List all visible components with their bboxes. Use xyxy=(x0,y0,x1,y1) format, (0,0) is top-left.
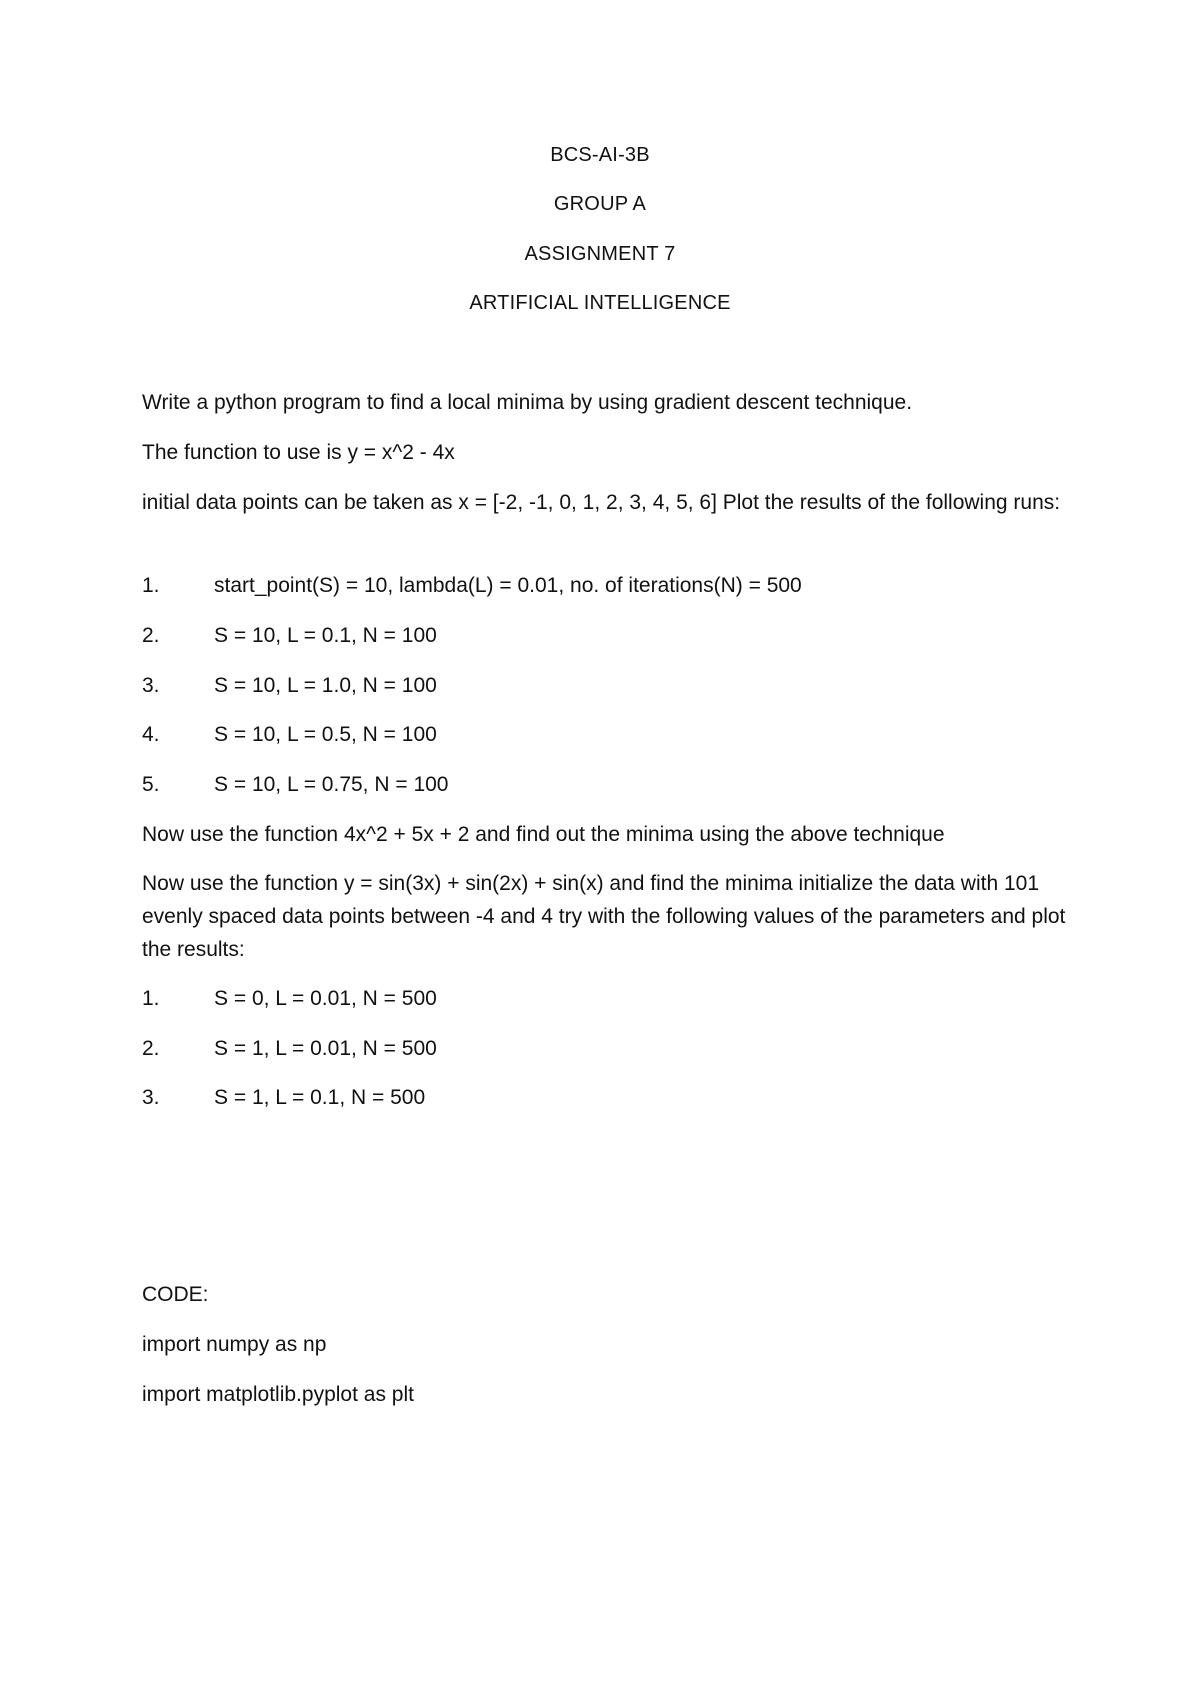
group-label: GROUP A xyxy=(553,193,647,215)
course-code: BCS-AI-3B xyxy=(550,144,650,166)
list-text: S = 10, L = 0.75, N = 100 xyxy=(214,773,449,796)
intro-text: Write a python program to find a local minima by using gradient descent technique. xyxy=(142,391,913,414)
second-function-text: Now use the function 4x^2 + 5x + 2 and find out the minima using the above technique xyxy=(142,823,945,846)
code-line: import numpy as np xyxy=(142,1333,327,1356)
list-item xyxy=(142,569,802,602)
list-number: 3. xyxy=(142,674,160,697)
list-item xyxy=(142,982,437,1015)
assignment-label: ASSIGNMENT 7 xyxy=(524,243,676,265)
initial-data-text: initial data points can be taken as x = [-2, -1, 0, 1, 2, 3, 4, 5, 6] Plot the results of the following runs: xyxy=(142,491,1061,514)
list-item xyxy=(142,768,448,801)
list-item xyxy=(142,1081,425,1114)
list-item xyxy=(142,619,437,652)
list-number: 1. xyxy=(142,574,160,597)
list-text: start_point(S) = 10, lambda(L) = 0.01, no. of iterations(N) = 500 xyxy=(214,574,802,597)
list-item xyxy=(142,718,437,751)
list-text: S = 1, L = 0.01, N = 500 xyxy=(214,1037,437,1060)
list-text: S = 1, L = 0.1, N = 500 xyxy=(214,1086,426,1109)
list-number: 5. xyxy=(142,773,160,796)
code-label: CODE: xyxy=(142,1283,209,1306)
subject-title: ARTIFICIAL INTELLIGENCE xyxy=(469,292,731,314)
list-text: S = 10, L = 1.0, N = 100 xyxy=(214,674,437,697)
list-number: 2. xyxy=(142,1037,160,1060)
list-item xyxy=(142,669,437,702)
list-number: 1. xyxy=(142,987,160,1010)
code-line: import matplotlib.pyplot as plt xyxy=(142,1383,414,1406)
list-number: 4. xyxy=(142,723,160,746)
list-number: 2. xyxy=(142,624,160,647)
function-line: The function to use is y = x^2 - 4x xyxy=(142,441,455,464)
list-item xyxy=(142,1032,437,1065)
list-text: S = 10, L = 0.1, N = 100 xyxy=(214,624,437,647)
list-text: S = 0, L = 0.01, N = 500 xyxy=(214,987,437,1010)
list-number: 3. xyxy=(142,1086,160,1109)
third-function-text: Now use the function y = sin(3x) + sin(2x) + sin(x) and find the minima initialize the data with 101 evenly spaced data points between -4 and 4 try with the following values of the parameters and plot the results: xyxy=(142,872,1066,961)
list-text: S = 10, L = 0.5, N = 100 xyxy=(214,723,437,746)
